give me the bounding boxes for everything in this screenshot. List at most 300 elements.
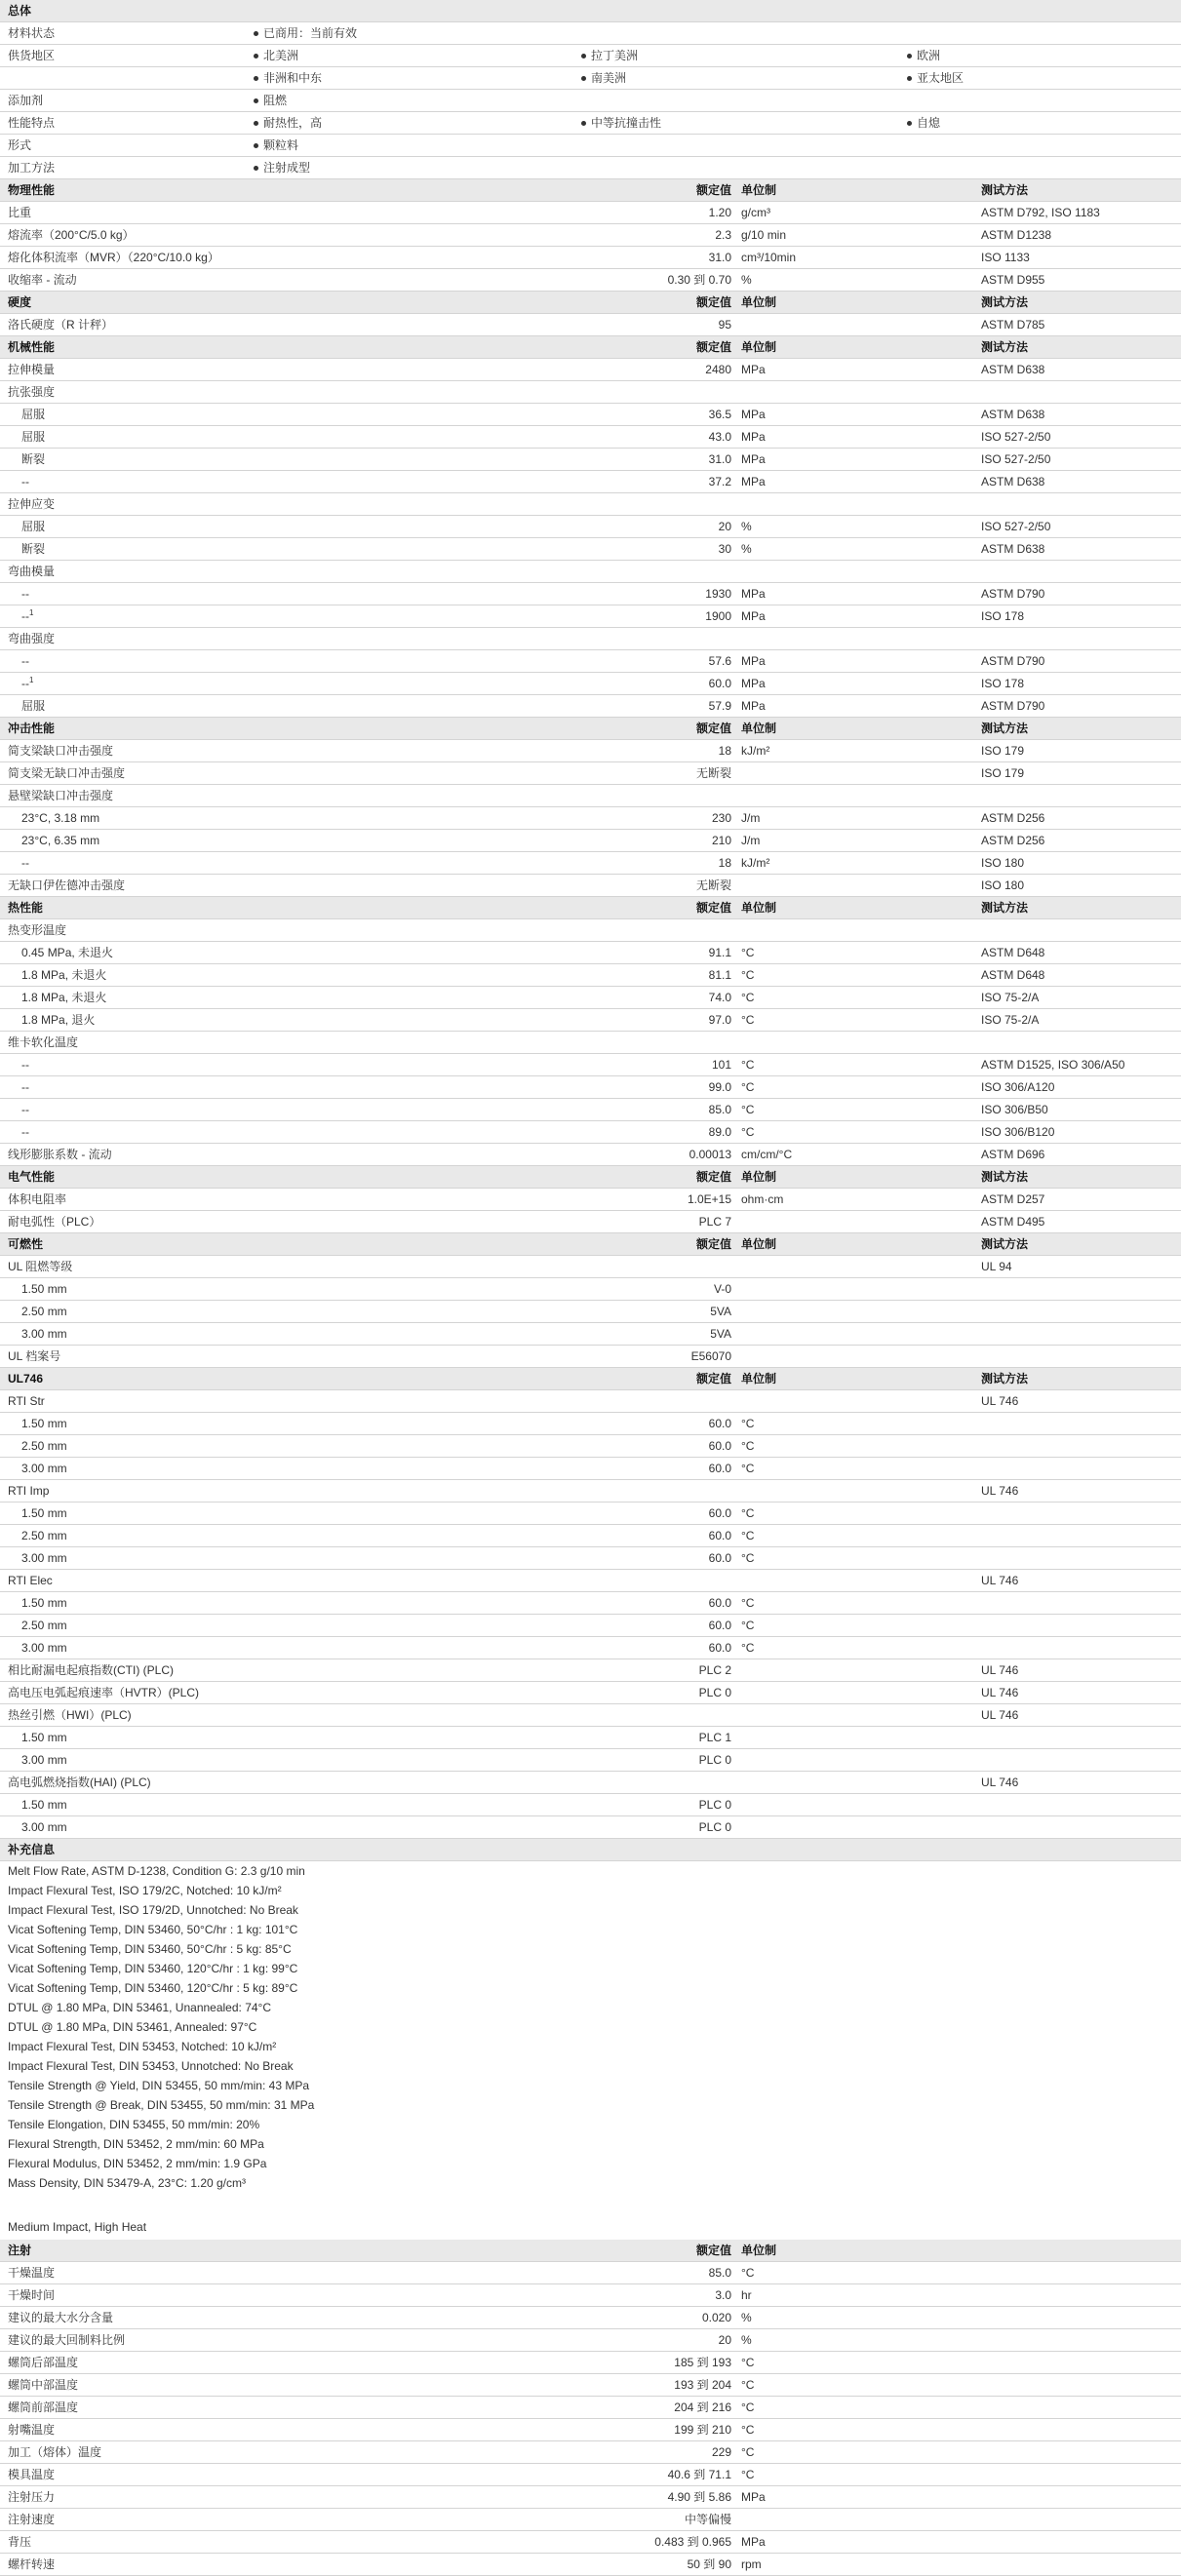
section-header — [0, 179, 1181, 202]
property-row — [0, 650, 1181, 673]
test-method: UL 94 — [981, 1260, 1012, 1273]
general-row — [0, 22, 1181, 45]
test-method: ISO 75-2/A — [981, 1013, 1040, 1027]
property-unit: °C — [741, 1506, 755, 1520]
property-unit: % — [741, 273, 752, 287]
general-row — [0, 157, 1181, 179]
general-row — [0, 67, 1181, 90]
property-value: 60.0 — [708, 1529, 731, 1542]
section-title: 冲击性能 — [8, 722, 56, 735]
property-unit: °C — [741, 1439, 755, 1453]
property-value: 0.00013 — [689, 1148, 731, 1161]
bullet-value: 已商用：当前有效 — [250, 22, 357, 44]
property-value: 1.0E+15 — [687, 1192, 731, 1206]
property-label-text: 3.00 mm — [21, 1462, 67, 1475]
property-unit: % — [741, 542, 752, 556]
property-label: 注射速度 — [8, 2513, 56, 2526]
header-value: 额定值 — [695, 295, 731, 309]
test-method: UL 746 — [981, 1686, 1019, 1699]
property-value: 60.0 — [708, 677, 731, 690]
property-label: 模具温度 — [8, 2468, 56, 2481]
supplement-text: DTUL @ 1.80 MPa, DIN 53461, Annealed: 97°C — [8, 2020, 257, 2034]
property-value: 43.0 — [708, 430, 731, 444]
property-value: 2480 — [705, 363, 731, 376]
property-value: 95 — [718, 318, 731, 332]
note-text: Medium Impact, High Heat — [8, 2220, 147, 2234]
bullet-value: 亚太地区 — [903, 67, 964, 89]
section-title: 机械性能 — [8, 340, 56, 354]
property-unit: °C — [741, 1080, 755, 1094]
bullet-value: 非洲和中东 — [250, 67, 322, 89]
header-unit: 单位制 — [741, 295, 777, 309]
property-unit: °C — [741, 991, 755, 1004]
property-label-text: 体积电阻率 — [8, 1192, 67, 1206]
section-title: 电气性能 — [8, 1170, 56, 1184]
property-label-text: 屈服 — [21, 430, 46, 444]
property-row — [0, 1592, 1181, 1615]
property-value: 无断裂 — [695, 766, 731, 780]
header-method: 测试方法 — [981, 295, 1029, 309]
test-method: ISO 179 — [981, 766, 1025, 780]
property-label — [8, 1570, 53, 1591]
property-unit: MPa — [741, 452, 766, 466]
property-unit: ohm·cm — [741, 1192, 784, 1206]
property-value: 中等偏慢 — [684, 2513, 731, 2526]
property-value: 2.3 — [715, 228, 731, 242]
property-row — [0, 875, 1181, 897]
property-row — [0, 1435, 1181, 1458]
property-value: 1.20 — [708, 206, 731, 219]
property-row — [0, 1121, 1181, 1144]
bullet-value: 欧洲 — [903, 45, 940, 66]
header-value: 额定值 — [695, 901, 731, 915]
property-value: 199 到 210 — [674, 2423, 731, 2437]
footnote-marker: 1 — [29, 608, 34, 617]
header-value: 额定值 — [695, 722, 731, 735]
property-label-text: 收缩率 - 流动 — [8, 273, 77, 287]
property-unit: °C — [741, 1125, 755, 1139]
property-label-text: 23°C, 3.18 mm — [21, 811, 100, 825]
property-row — [0, 919, 1181, 942]
property-unit: °C — [741, 1551, 755, 1565]
test-method: UL 746 — [981, 1574, 1019, 1587]
property-label-text: UL 档案号 — [8, 1349, 61, 1363]
property-value: 60.0 — [708, 1439, 731, 1453]
property-unit: °C — [741, 1103, 755, 1116]
header-unit: 单位制 — [741, 1237, 777, 1251]
property-unit: kJ/m² — [741, 744, 770, 758]
property-row — [0, 1704, 1181, 1727]
property-row — [0, 1615, 1181, 1637]
row-label: 性能特点 — [8, 116, 56, 130]
injection-row — [0, 2441, 1181, 2464]
supplement-text: Tensile Strength @ Yield, DIN 53455, 50 mm/min: 43 MPa — [8, 2079, 309, 2092]
property-label-text: 1.50 mm — [21, 1731, 67, 1744]
property-value: 31.0 — [708, 452, 731, 466]
property-unit: MPa — [741, 430, 766, 444]
property-label-text: -- — [21, 677, 29, 690]
supplement-text: Mass Density, DIN 53479-A, 23°C: 1.20 g/cm³ — [8, 2176, 247, 2190]
property-label-text: 热变形温度 — [8, 923, 67, 937]
header-unit: 单位制 — [741, 1372, 777, 1386]
header-unit: 单位制 — [741, 183, 777, 197]
property-row — [0, 1794, 1181, 1816]
header-unit: 单位制 — [741, 2244, 777, 2257]
property-value: 1930 — [705, 587, 731, 601]
supplement-line — [0, 2017, 1181, 2037]
property-label: 加工（熔体）温度 — [8, 2445, 102, 2459]
supplement-text: Impact Flexural Test, ISO 179/2C, Notched: 10 kJ/m² — [8, 1884, 282, 1897]
property-value: 4.90 到 5.86 — [667, 2490, 731, 2504]
property-label-text: 维卡软化温度 — [8, 1035, 79, 1049]
property-label: 螺筒前部温度 — [8, 2400, 79, 2414]
supplement-line — [0, 1920, 1181, 1939]
property-row — [0, 1525, 1181, 1547]
supplement-line — [0, 1900, 1181, 1920]
property-unit: MPa — [741, 475, 766, 488]
property-row — [0, 1301, 1181, 1323]
property-row — [0, 1099, 1181, 1121]
test-method: ASTM D638 — [981, 542, 1045, 556]
property-label: 螺杆转速 — [8, 2557, 56, 2571]
property-label — [8, 493, 55, 515]
property-label: 干燥温度 — [8, 2266, 56, 2280]
property-label — [8, 785, 113, 806]
test-method: UL 746 — [981, 1663, 1019, 1677]
header-value: 额定值 — [695, 340, 731, 354]
bullet-value: 耐热性，高 — [250, 112, 322, 134]
property-label-text: 拉伸应变 — [8, 497, 56, 511]
property-unit: °C — [741, 2423, 755, 2437]
property-label-text: RTI Imp — [8, 1484, 50, 1498]
test-method: ISO 527-2/50 — [981, 520, 1051, 533]
property-value: V-0 — [713, 1282, 731, 1296]
property-label-text: -- — [21, 654, 29, 668]
section-header — [0, 336, 1181, 359]
property-value: 1900 — [705, 609, 731, 623]
property-label-text: 耐电弧性（PLC） — [8, 1215, 101, 1229]
property-unit: °C — [741, 2468, 755, 2481]
injection-row — [0, 2374, 1181, 2397]
property-row — [0, 807, 1181, 830]
property-unit: °C — [741, 1529, 755, 1542]
supplement-text: Impact Flexural Test, DIN 53453, Notched: 10 kJ/m² — [8, 2040, 277, 2053]
property-unit: MPa — [741, 2535, 766, 2549]
injection-row — [0, 2464, 1181, 2486]
general-row — [0, 135, 1181, 157]
spacer — [0, 2193, 1181, 2216]
supplement-text: Vicat Softening Temp, DIN 53460, 50°C/hr : 5 kg: 85°C — [8, 1942, 292, 1956]
property-label — [8, 1390, 45, 1412]
property-unit: % — [741, 2311, 752, 2324]
header-value: 额定值 — [695, 2244, 731, 2257]
supplement-line — [0, 1881, 1181, 1900]
property-label: 螺筒中部温度 — [8, 2378, 79, 2392]
property-unit: MPa — [741, 677, 766, 690]
property-value: PLC 7 — [698, 1215, 731, 1229]
property-label-text: 断裂 — [21, 452, 46, 466]
property-label: 射嘴温度 — [8, 2423, 56, 2437]
header-method: 测试方法 — [981, 340, 1029, 354]
property-value: PLC 0 — [698, 1820, 731, 1834]
property-value: 60.0 — [708, 1462, 731, 1475]
property-row — [0, 673, 1181, 695]
property-label: 建议的最大水分含量 — [8, 2311, 114, 2324]
test-method: UL 746 — [981, 1708, 1019, 1722]
property-row — [0, 830, 1181, 852]
supplement-text: Impact Flexural Test, ISO 179/2D, Unnotched: No Break — [8, 1903, 298, 1917]
property-row — [0, 1749, 1181, 1772]
property-value: 185 到 193 — [674, 2356, 731, 2369]
property-row — [0, 1144, 1181, 1166]
property-value: PLC 1 — [698, 1731, 731, 1744]
property-label-text: 简支梁缺口冲击强度 — [8, 744, 114, 758]
test-method: ASTM D1525, ISO 306/A50 — [981, 1058, 1125, 1072]
property-unit: °C — [741, 2400, 755, 2414]
property-value: 204 到 216 — [674, 2400, 731, 2414]
property-value: 97.0 — [708, 1013, 731, 1027]
property-row — [0, 1682, 1181, 1704]
property-value: 99.0 — [708, 1080, 731, 1094]
property-label-text: 无缺口伊佐德冲击强度 — [8, 878, 126, 892]
supplement-line — [0, 2115, 1181, 2134]
injection-row — [0, 2262, 1181, 2284]
property-label-text: 1.8 MPa, 未退火 — [21, 968, 107, 982]
property-value: 60.0 — [708, 1506, 731, 1520]
section-header — [0, 292, 1181, 314]
injection-header — [0, 2240, 1181, 2262]
property-unit: cm³/10min — [741, 251, 797, 264]
property-row — [0, 605, 1181, 628]
supplement-line — [0, 2154, 1181, 2173]
property-label-text: 屈服 — [21, 520, 46, 533]
injection-row — [0, 2419, 1181, 2441]
property-row — [0, 1413, 1181, 1435]
property-value: 60.0 — [708, 1551, 731, 1565]
row-label: 形式 — [8, 138, 32, 152]
header-method: 测试方法 — [981, 1170, 1029, 1184]
supplement-line — [0, 2056, 1181, 2076]
test-method: ASTM D638 — [981, 408, 1045, 421]
property-row — [0, 852, 1181, 875]
property-label-text: 高电弧燃烧指数(HAI) (PLC) — [8, 1776, 151, 1789]
property-label-text: 2.50 mm — [21, 1529, 67, 1542]
property-value: 0.483 到 0.965 — [654, 2535, 731, 2549]
property-row — [0, 516, 1181, 538]
property-row — [0, 1076, 1181, 1099]
header-method: 测试方法 — [981, 722, 1029, 735]
property-label-text: 熔流率（200°C/5.0 kg） — [8, 228, 135, 242]
property-row — [0, 1659, 1181, 1682]
property-label-text: -- — [21, 587, 29, 601]
section-header — [0, 897, 1181, 919]
property-value: 60.0 — [708, 1641, 731, 1655]
property-value: 18 — [718, 744, 731, 758]
supplement-line — [0, 1998, 1181, 2017]
property-row — [0, 1211, 1181, 1233]
property-label — [8, 1480, 49, 1502]
supplement-line — [0, 1978, 1181, 1998]
property-unit: °C — [741, 2356, 755, 2369]
property-unit: kJ/m² — [741, 856, 770, 870]
property-label-text: 比重 — [8, 206, 32, 219]
property-label: 背压 — [8, 2535, 32, 2549]
property-row — [0, 695, 1181, 718]
property-unit: g/10 min — [741, 228, 787, 242]
test-method: UL 746 — [981, 1484, 1019, 1498]
bullet-value: 南美洲 — [577, 67, 626, 89]
property-label-text: 1.50 mm — [21, 1798, 67, 1812]
property-unit: g/cm³ — [741, 206, 770, 219]
property-row — [0, 538, 1181, 561]
property-value: E56070 — [690, 1349, 731, 1363]
supplement-line — [0, 2037, 1181, 2056]
property-row — [0, 381, 1181, 404]
property-row — [0, 1278, 1181, 1301]
property-label-text: 3.00 mm — [21, 1551, 67, 1565]
header-unit: 单位制 — [741, 340, 777, 354]
property-row — [0, 1346, 1181, 1368]
injection-row — [0, 2509, 1181, 2531]
section-header — [0, 1233, 1181, 1256]
property-label-text: 3.00 mm — [21, 1753, 67, 1767]
property-row — [0, 987, 1181, 1009]
header-method: 测试方法 — [981, 1237, 1029, 1251]
property-row — [0, 1256, 1181, 1278]
property-label — [8, 1772, 151, 1793]
property-unit: MPa — [741, 609, 766, 623]
property-label-text: 断裂 — [21, 542, 46, 556]
supplement-line — [0, 2095, 1181, 2115]
test-method: ISO 306/A120 — [981, 1080, 1055, 1094]
property-unit: °C — [741, 2266, 755, 2280]
property-row — [0, 1547, 1181, 1570]
property-value: PLC 0 — [698, 1798, 731, 1812]
property-value: 18 — [718, 856, 731, 870]
property-value: 89.0 — [708, 1125, 731, 1139]
section-title: 物理性能 — [8, 183, 56, 197]
property-value: 60.0 — [708, 1619, 731, 1632]
property-label-text: 2.50 mm — [21, 1619, 67, 1632]
property-unit: J/m — [741, 811, 761, 825]
supplement-text: Flexural Modulus, DIN 53452, 2 mm/min: 1.9 GPa — [8, 2157, 267, 2170]
property-unit: °C — [741, 1013, 755, 1027]
property-value: 81.1 — [708, 968, 731, 982]
property-label-text: 1.50 mm — [21, 1506, 67, 1520]
header-value: 额定值 — [695, 1372, 731, 1386]
property-value: 31.0 — [708, 251, 731, 264]
property-row — [0, 628, 1181, 650]
supplement-text: Tensile Strength @ Break, DIN 53455, 50 mm/min: 31 MPa — [8, 2098, 315, 2112]
property-label-text: 0.45 MPa, 未退火 — [21, 946, 114, 959]
property-label-text: 3.00 mm — [21, 1820, 67, 1834]
header-unit: 单位制 — [741, 1170, 777, 1184]
test-method: ASTM D256 — [981, 811, 1045, 825]
property-value: 101 — [711, 1058, 731, 1072]
section-title: 补充信息 — [8, 1843, 56, 1856]
general-row — [0, 112, 1181, 135]
section-header — [0, 1368, 1181, 1390]
test-method: ASTM D790 — [981, 587, 1045, 601]
property-row — [0, 1390, 1181, 1413]
property-label-text: -- — [21, 609, 29, 623]
header-unit: 单位制 — [741, 722, 777, 735]
property-label — [8, 1032, 78, 1053]
test-method: ISO 179 — [981, 744, 1025, 758]
property-row — [0, 1323, 1181, 1346]
property-row — [0, 224, 1181, 247]
injection-row — [0, 2397, 1181, 2419]
property-unit: °C — [741, 2378, 755, 2392]
property-label-text: 高电压电弧起痕速率（HVTR）(PLC) — [8, 1686, 200, 1699]
property-value: 37.2 — [708, 475, 731, 488]
property-value: 60.0 — [708, 1596, 731, 1610]
injection-row — [0, 2329, 1181, 2352]
property-row — [0, 1458, 1181, 1480]
property-label-text: UL 阻燃等级 — [8, 1260, 73, 1273]
property-unit: MPa — [741, 408, 766, 421]
supplement-line — [0, 1939, 1181, 1959]
property-value: 0.30 到 0.70 — [667, 273, 731, 287]
property-unit: MPa — [741, 654, 766, 668]
property-row — [0, 1009, 1181, 1032]
header-value: 额定值 — [695, 183, 731, 197]
property-unit: hr — [741, 2288, 752, 2302]
property-unit: cm/cm/°C — [741, 1148, 793, 1161]
property-row — [0, 1816, 1181, 1839]
supplement-text: Vicat Softening Temp, DIN 53460, 50°C/hr : 1 kg: 101°C — [8, 1923, 298, 1936]
test-method: ASTM D638 — [981, 475, 1045, 488]
property-value: PLC 0 — [698, 1686, 731, 1699]
property-row — [0, 964, 1181, 987]
property-row — [0, 740, 1181, 762]
property-label: 建议的最大回制料比例 — [8, 2333, 126, 2347]
property-label-text: 抗张强度 — [8, 385, 56, 399]
header-value: 额定值 — [695, 1237, 731, 1251]
supplement-text: Tensile Elongation, DIN 53455, 50 mm/min: 20% — [8, 2118, 260, 2131]
property-label-text: 弯曲强度 — [8, 632, 56, 645]
property-row — [0, 359, 1181, 381]
property-value: 60.0 — [708, 1417, 731, 1430]
test-method: ASTM D256 — [981, 834, 1045, 847]
general-row — [0, 45, 1181, 67]
property-label-text: -- — [21, 1125, 29, 1139]
test-method: ISO 1133 — [981, 251, 1030, 264]
property-unit: MPa — [741, 699, 766, 713]
property-row — [0, 269, 1181, 292]
injection-row — [0, 2307, 1181, 2329]
test-method: ISO 180 — [981, 878, 1025, 892]
property-value: 57.6 — [708, 654, 731, 668]
property-unit: °C — [741, 2445, 755, 2459]
section-title: 总体 — [8, 4, 32, 18]
property-unit: °C — [741, 1462, 755, 1475]
test-method: ASTM D1238 — [981, 228, 1052, 242]
test-method: ISO 178 — [981, 609, 1025, 623]
supplement-text: Melt Flow Rate, ASTM D-1238, Condition G: 2.3 g/10 min — [8, 1864, 305, 1878]
bullet-value: 注射成型 — [250, 157, 310, 178]
property-unit: °C — [741, 1619, 755, 1632]
test-method: ISO 527-2/50 — [981, 452, 1051, 466]
property-label-text: 3.00 mm — [21, 1641, 67, 1655]
property-value: 5VA — [710, 1327, 731, 1341]
property-label-text: 2.50 mm — [21, 1305, 67, 1318]
test-method: ASTM D257 — [981, 1192, 1045, 1206]
property-value: 193 到 204 — [674, 2378, 731, 2392]
property-label — [8, 381, 55, 403]
property-row — [0, 762, 1181, 785]
property-row — [0, 1570, 1181, 1592]
